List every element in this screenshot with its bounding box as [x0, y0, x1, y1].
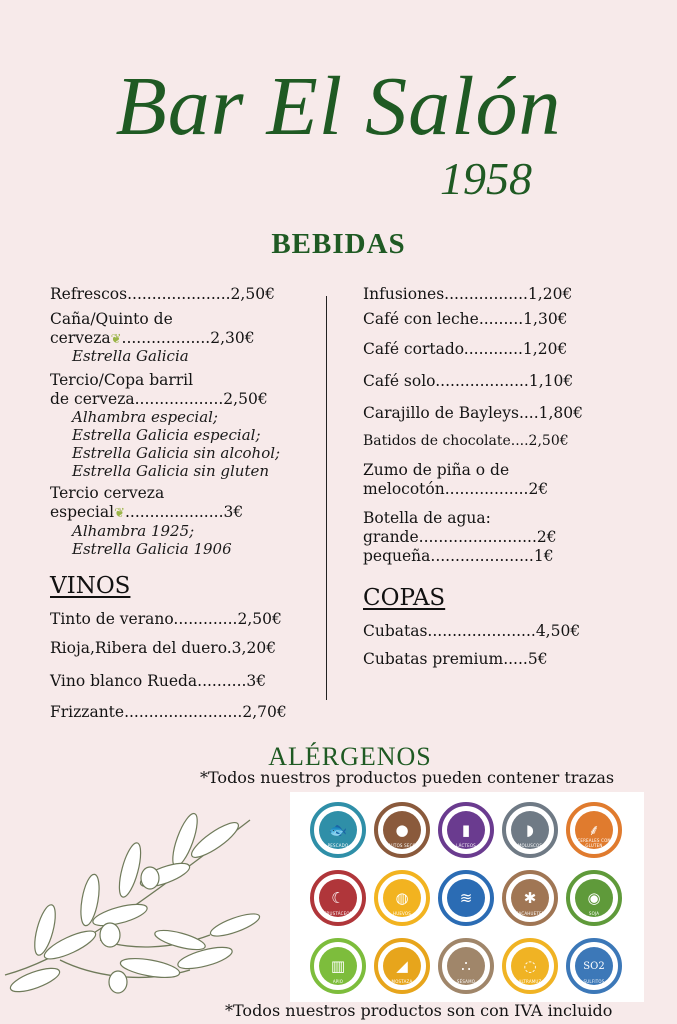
allergen-badge — [566, 938, 622, 994]
allergen-glyph: ⸙ — [588, 820, 600, 839]
allergens-chart — [290, 792, 644, 1002]
item-vino: Rioja,Ribera del duero.3,20€ — [50, 639, 277, 657]
iva-note: *Todos nuestros productos son con IVA incluido — [225, 1001, 613, 1020]
allergen-glyph: ≋ — [459, 888, 473, 907]
item-vino: Frizzante........................2,70€ — [50, 703, 287, 721]
allergen-badge — [502, 802, 558, 858]
allergen-badge — [502, 938, 558, 994]
item-especial-price: ....................3€ — [124, 503, 244, 521]
allergen-badge — [438, 802, 494, 858]
wheat-icon: ❦ — [110, 332, 122, 347]
item-cana-line1: Caña/Quinto de — [50, 310, 173, 328]
allergen-badge — [310, 802, 366, 858]
allergen-label: APIO — [332, 979, 344, 984]
item-tercio-brand: Alhambra especial; — [72, 408, 218, 426]
allergen-label: SULFITOS — [583, 979, 605, 984]
allergen-glyph: ▥ — [330, 956, 346, 975]
item-cana-name: cerveza — [50, 329, 111, 347]
item-especial-name: especial — [50, 503, 115, 521]
item-zumo-line1: Zumo de piña o de — [363, 461, 510, 479]
section-bebidas: BEBIDAS — [271, 228, 406, 260]
trazas-note: *Todos nuestros productos pueden contener trazas — [200, 768, 615, 787]
allergen-label: HUEVOS — [392, 911, 412, 916]
allergen-badge — [310, 870, 366, 926]
olive-branch-illustration — [0, 800, 280, 1010]
allergen-label: LÁCTEOS — [456, 843, 476, 848]
allergen-badge — [374, 870, 430, 926]
item-tercio-brand: Estrella Galicia especial; — [72, 426, 261, 444]
allergen-glyph: ◍ — [395, 888, 409, 907]
item-vino: Tinto de verano.............2,50€ — [50, 610, 282, 628]
allergen-icon — [447, 879, 485, 917]
page-title: Bar El Salón — [115, 60, 562, 153]
section-copas: COPAS — [363, 585, 446, 611]
item-especial-brand: Alhambra 1925; — [72, 522, 195, 540]
allergen-glyph: SO2 — [583, 960, 605, 972]
allergen-glyph: ◢ — [396, 956, 408, 975]
item-vino: Vino blanco Rueda..........3€ — [50, 672, 267, 690]
item-cafe-leche: Café con leche.........1,30€ — [363, 310, 568, 328]
allergen-glyph: ◗ — [526, 820, 534, 839]
item-especial-line2 — [50, 503, 243, 523]
wheat-icon: ❦ — [114, 506, 125, 521]
allergen-label: MOLUSCOS — [517, 843, 543, 848]
allergen-label: CRUSTÁCEOS — [323, 911, 353, 916]
item-cana-line2 — [50, 329, 255, 349]
allergen-label: SOJA — [588, 911, 600, 916]
item-especial-line1: Tercio cerveza — [50, 484, 165, 502]
item-agua-grande: grande........................2€ — [363, 528, 557, 546]
item-tercio-brand: Estrella Galicia sin alcohol; — [72, 444, 281, 462]
allergen-label: PESCADO — [327, 843, 349, 848]
item-tercio-line1: Tercio/Copa barril — [50, 371, 194, 389]
item-tercio-line2: de cerveza..................2,50€ — [50, 390, 268, 408]
item-copa: Cubatas premium.....5€ — [363, 650, 548, 668]
item-especial-brand: Estrella Galicia 1906 — [72, 540, 232, 558]
allergen-badge — [502, 870, 558, 926]
allergen-badge — [374, 802, 430, 858]
allergen-label: FRUTOS SECOS — [385, 843, 419, 848]
allergen-badge — [438, 870, 494, 926]
allergen-glyph: ✱ — [523, 888, 537, 907]
allergen-badge — [566, 802, 622, 858]
item-infusiones: Infusiones.................1,20€ — [363, 285, 573, 303]
allergen-label: MOSTAZA — [391, 979, 413, 984]
item-cafe-cortado: Café cortado............1,20€ — [363, 340, 568, 358]
item-zumo-line2: melocotón.................2€ — [363, 480, 549, 498]
item-carajillo: Carajillo de Bayleys....1,80€ — [363, 404, 584, 422]
allergen-glyph: ◌ — [523, 956, 537, 975]
allergen-badge — [310, 938, 366, 994]
section-alergenos: ALÉRGENOS — [268, 742, 432, 771]
allergen-label: SÉSAMO — [456, 979, 476, 984]
item-copa: Cubatas......................4,50€ — [363, 622, 581, 640]
item-agua-pequena: pequeña.....................1€ — [363, 547, 554, 565]
allergen-glyph: ▮ — [461, 820, 471, 839]
founding-year: 1958 — [440, 153, 532, 204]
item-batidos: Batidos de chocolate....2,50€ — [363, 433, 569, 449]
allergen-glyph: ∴ — [461, 956, 471, 975]
column-divider — [326, 296, 327, 700]
allergen-badge — [374, 938, 430, 994]
item-tercio-brand: Estrella Galicia sin gluten — [72, 462, 270, 480]
allergen-label: ALTRAMUZ — [518, 979, 542, 984]
allergen-label: CEREALES CON GLUTEN — [577, 838, 611, 848]
allergen-glyph: ◉ — [587, 888, 601, 907]
allergen-glyph: ☾ — [331, 888, 345, 907]
item-agua-line1: Botella de agua: — [363, 509, 491, 527]
allergen-badge — [438, 938, 494, 994]
allergen-label: CACAHUETES — [515, 911, 545, 916]
item-refrescos: Refrescos.....................2,50€ — [50, 285, 275, 303]
section-vinos: VINOS — [50, 573, 131, 599]
allergen-glyph: ● — [395, 820, 409, 839]
item-cana-brand: Estrella Galicia — [72, 347, 189, 365]
item-cana-price: ..................2,30€ — [121, 329, 255, 347]
item-cafe-solo: Café solo...................1,10€ — [363, 372, 574, 390]
allergen-badge — [566, 870, 622, 926]
allergen-glyph: 🐟 — [328, 820, 348, 839]
